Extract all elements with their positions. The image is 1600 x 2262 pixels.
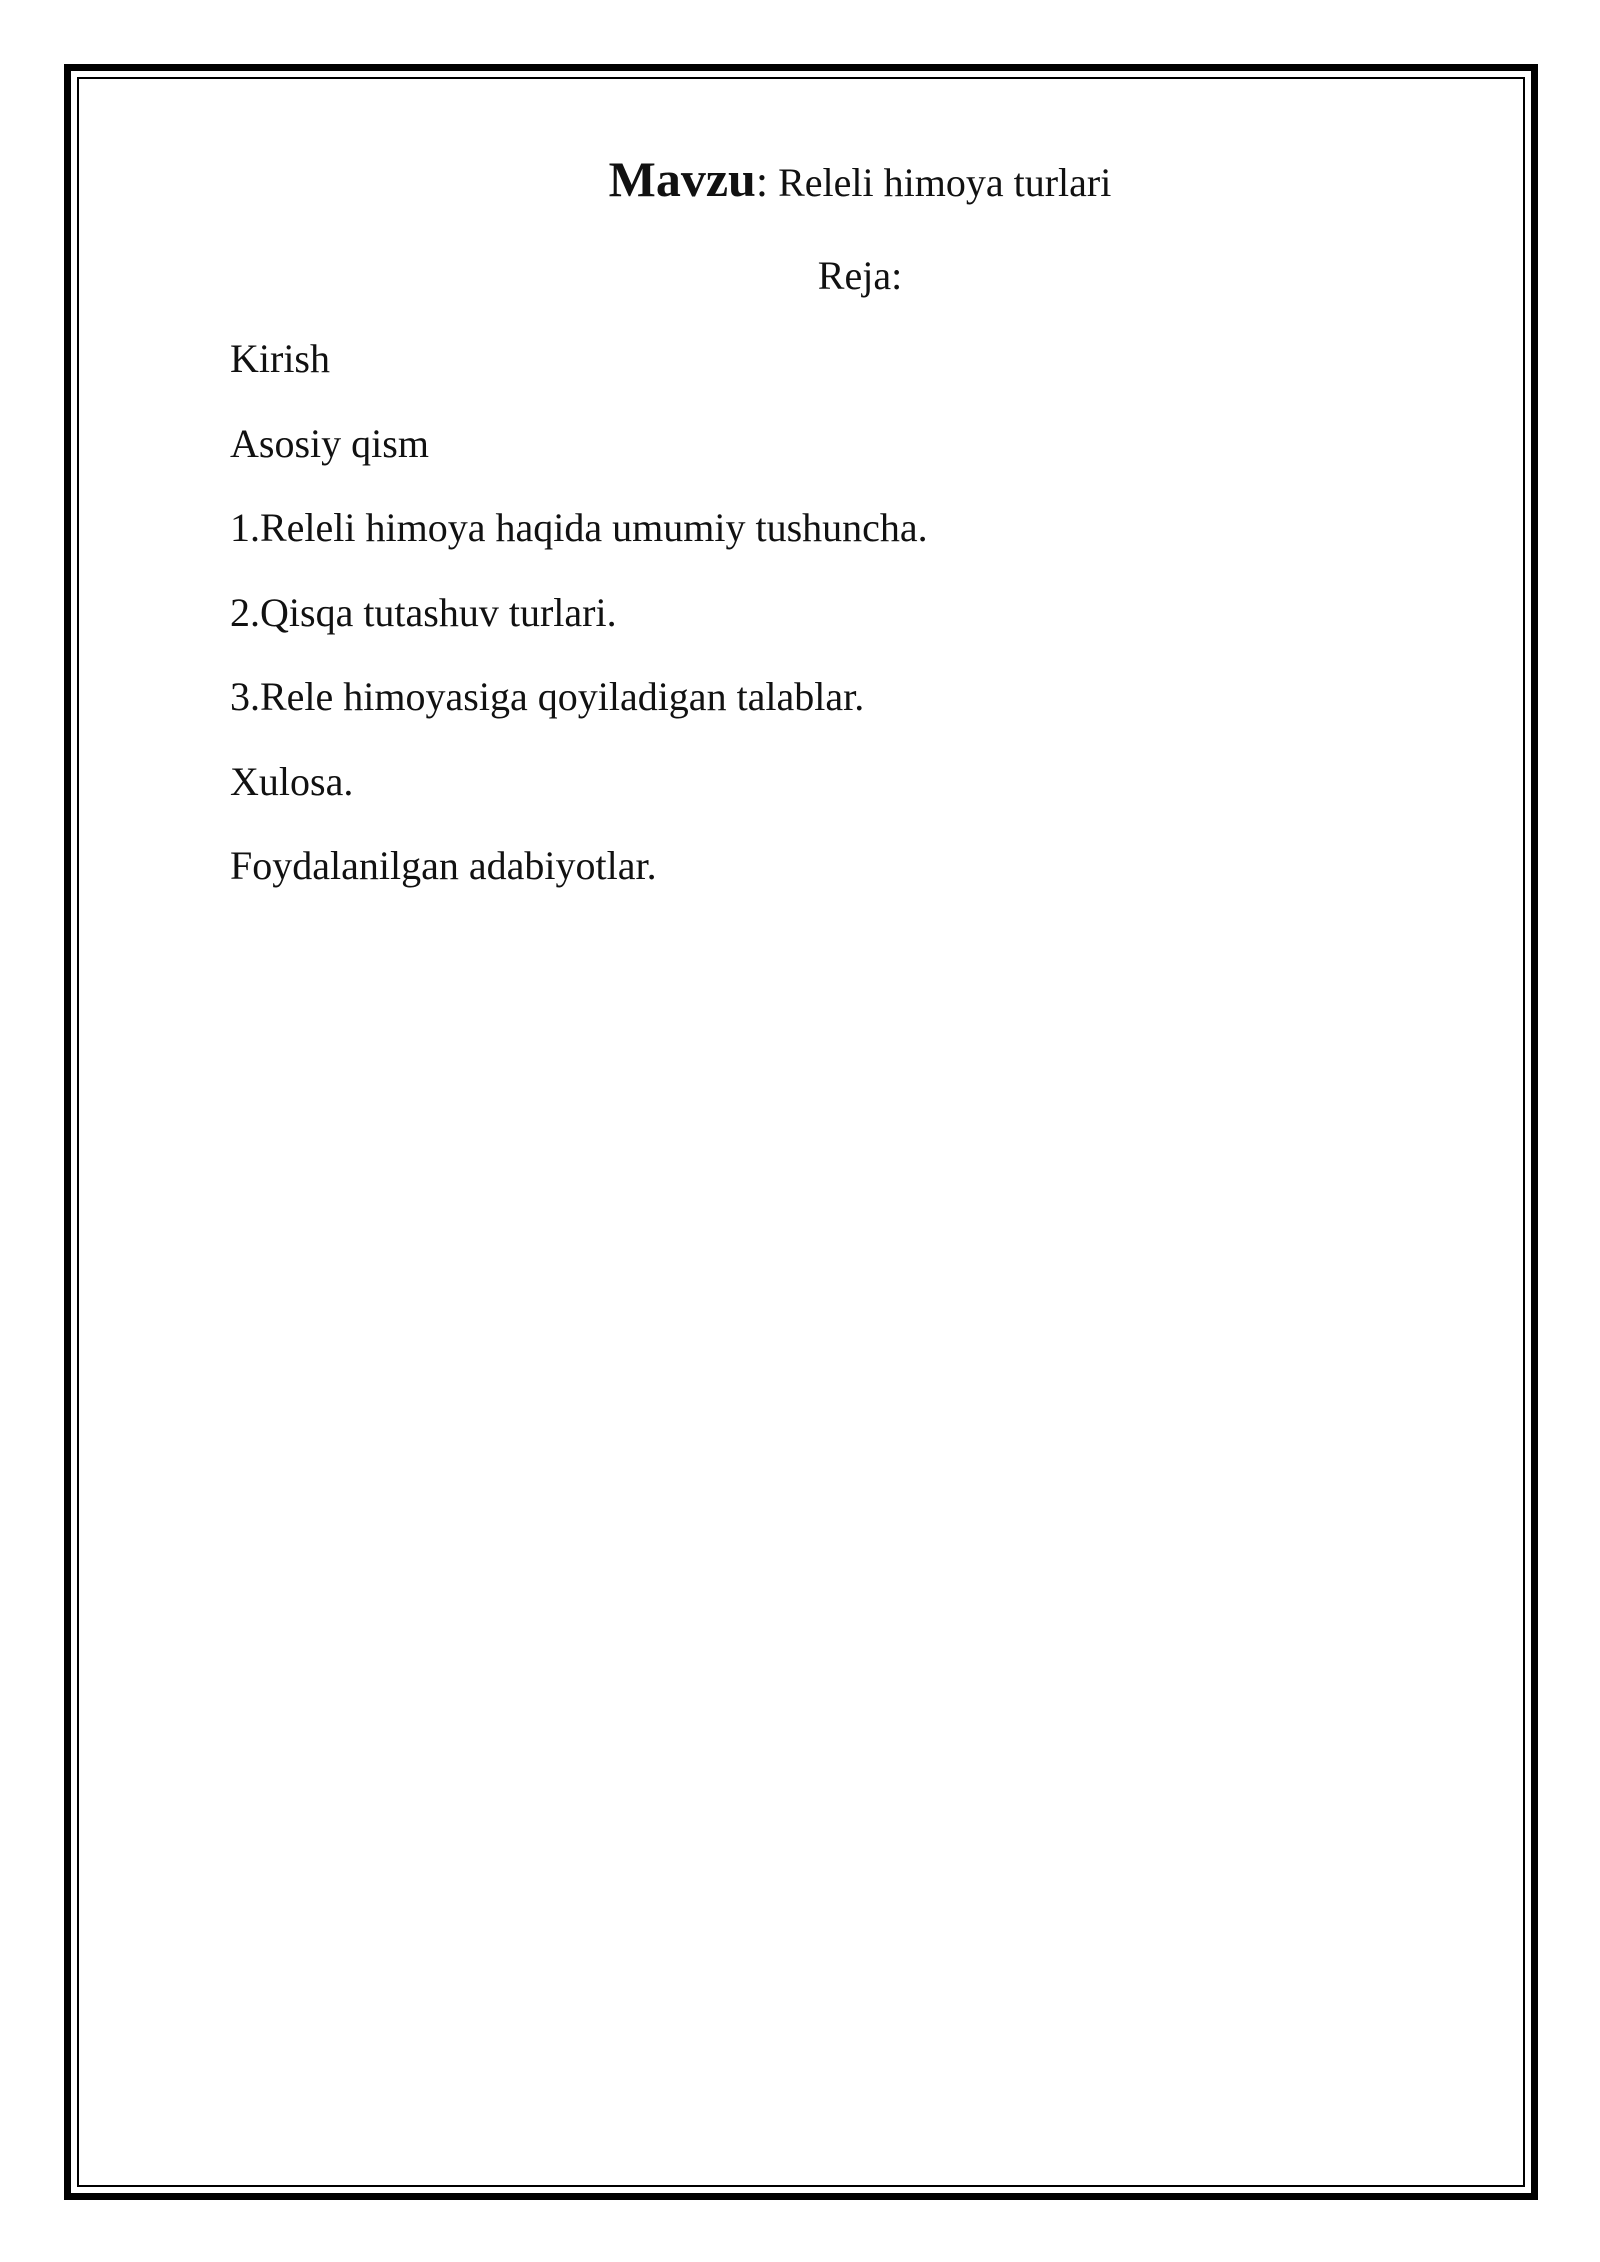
plan-item-1: 1.Releli himoya haqida umumiy tushuncha.: [230, 505, 928, 550]
plan-item-2: 2.Qisqa tutashuv turlari.: [230, 589, 617, 635]
plan-heading: Reja:: [817, 253, 903, 298]
plan-list: [230, 334, 928, 926]
plan-item-main-part: Asosiy qism: [230, 420, 429, 466]
plan-item-introduction: Kirish: [230, 336, 330, 381]
plan-item-3: 3.Rele himoyasiga qoyiladigan talablar.: [230, 674, 865, 719]
title-colon: :: [755, 157, 769, 206]
document-title: [0, 150, 1600, 208]
plan-item-conclusion: Xulosa.: [230, 758, 354, 804]
plan-item-references: Foydalanilgan adabiyotlar.: [230, 843, 657, 888]
title-label: Mavzu: [608, 151, 756, 207]
title-topic: Releli himoya turlari: [768, 160, 1112, 205]
